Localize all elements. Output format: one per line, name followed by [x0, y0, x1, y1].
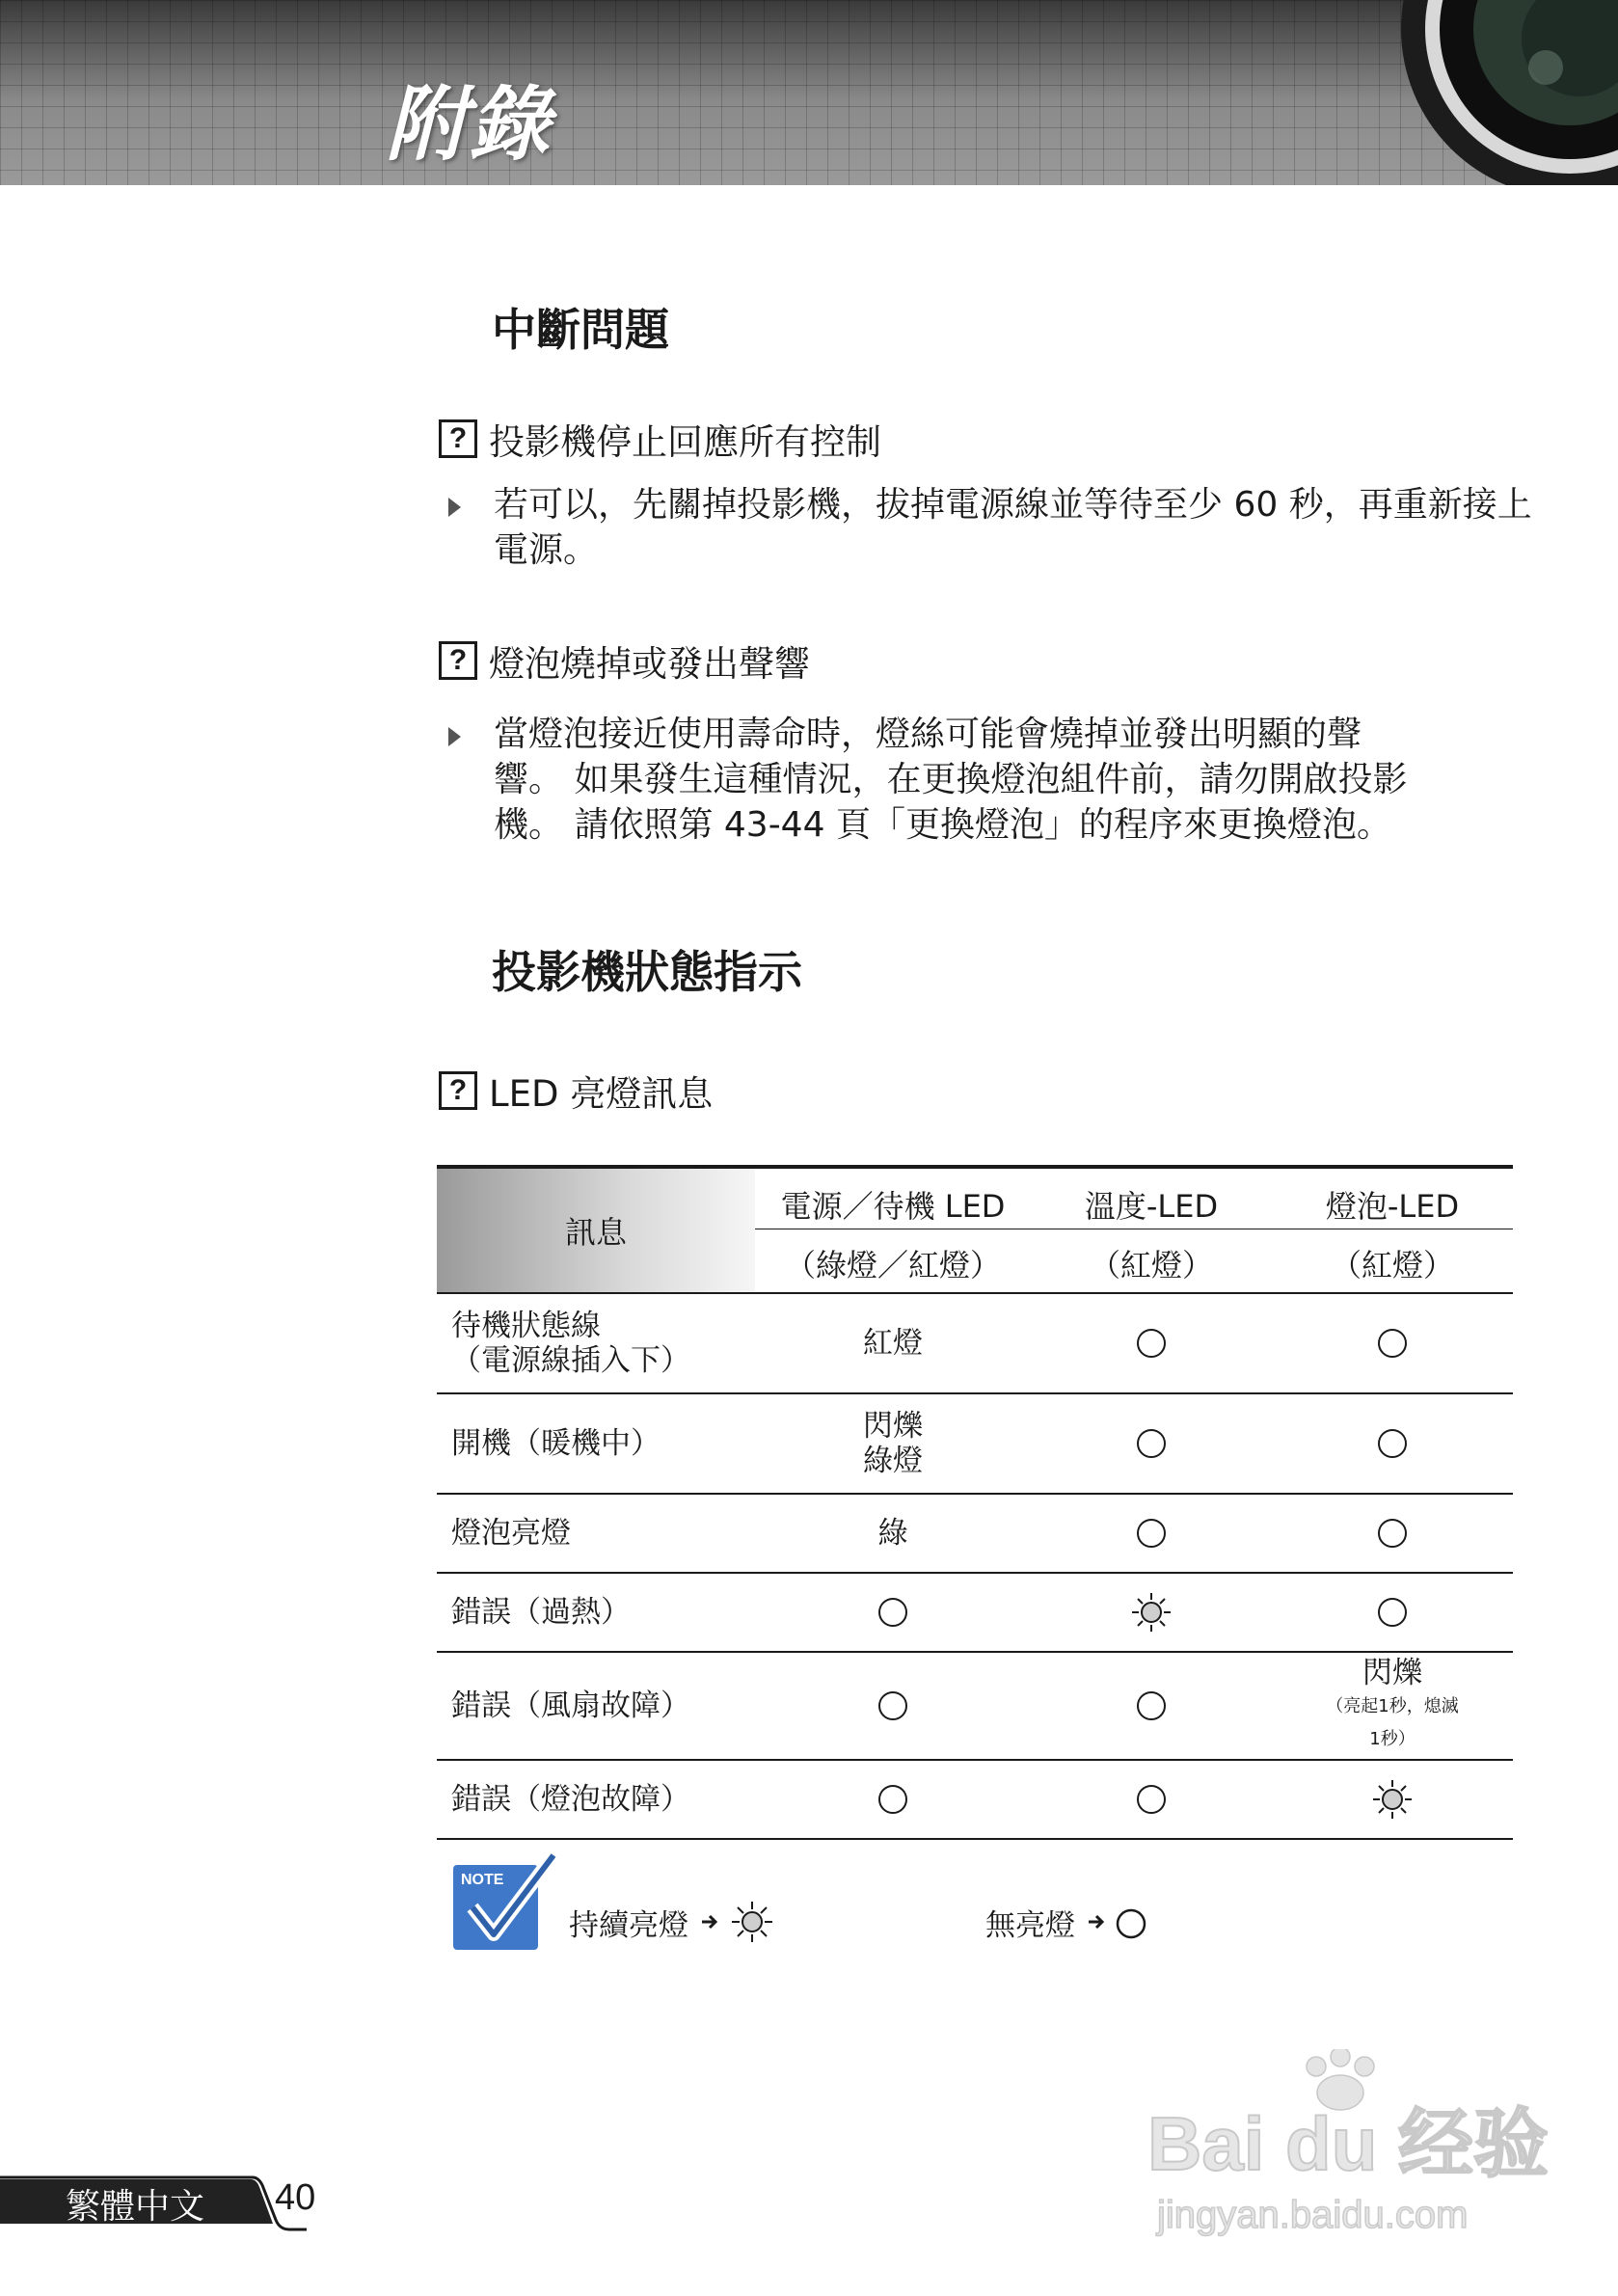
table-row — [437, 1574, 1513, 1653]
power-led-cell — [755, 1574, 1031, 1651]
led-off-icon — [1378, 1329, 1407, 1358]
lamp-led-cell — [1272, 1394, 1513, 1493]
question-icon: ? — [439, 641, 477, 680]
page-number: 40 — [275, 2177, 316, 2218]
row-label: 開機（暖機中） — [451, 1426, 661, 1461]
legend-on-icons — [696, 1898, 783, 1946]
legend-continuous-on — [569, 1898, 783, 1946]
temp-led-cell — [1031, 1574, 1272, 1651]
led-on-icon — [1130, 1591, 1173, 1634]
question-text: 燈泡燒掉或發出聲響 — [489, 643, 810, 685]
question-icon: ? — [439, 1071, 477, 1110]
question-led-messages — [439, 1068, 713, 1113]
header-message-cell: 訊息 — [437, 1169, 755, 1292]
led-off-icon — [1378, 1598, 1407, 1627]
led-off-icon — [1137, 1329, 1166, 1358]
lamp-led-cell — [1272, 1294, 1513, 1392]
led-off-icon — [1378, 1429, 1407, 1458]
row-label: 待機狀態線 （電源線插入下） — [451, 1309, 690, 1378]
power-led-cell — [755, 1653, 1031, 1759]
temp-led-cell — [1031, 1495, 1272, 1572]
answer-projector-unresponsive — [448, 482, 1533, 573]
led-status-table — [437, 1165, 1513, 1840]
led-off-icon — [878, 1691, 907, 1720]
legend-on-label: 持續亮燈 — [569, 1907, 688, 1943]
temp-led-cell — [1031, 1653, 1272, 1759]
row-label: 錯誤（風扇故障） — [451, 1688, 690, 1723]
answer-text: 若可以，先關掉投影機，拔掉電源線並等待至少 60 秒，再重新接上 電源。 — [494, 485, 1532, 570]
arrow-right-icon — [1089, 1916, 1102, 1928]
row-label: 錯誤（過熱） — [451, 1595, 631, 1630]
question-text: LED 亮燈訊息 — [489, 1073, 714, 1115]
header-power-sub: （綠燈／紅燈） — [784, 1247, 1001, 1283]
arrow-right-icon — [702, 1916, 715, 1928]
svg-text:jingyan.baidu.com: jingyan.baidu.com — [1157, 2194, 1469, 2236]
header-lamp-sub: （紅燈） — [1330, 1247, 1454, 1283]
baidu-watermark — [1147, 2049, 1562, 2242]
power-led-cell — [755, 1761, 1031, 1838]
header-lamp-led: 燈泡-LED — [1325, 1188, 1460, 1225]
footer-language: 繁體中文 — [66, 2187, 205, 2227]
temp-led-cell — [1031, 1294, 1272, 1392]
svg-text:Bai du 经验: Bai du 经验 — [1147, 2101, 1550, 2186]
page-title: 附錄 — [386, 77, 553, 172]
section-title-status-indicator: 投影機狀態指示 — [492, 946, 802, 998]
question-lamp-burns-out — [439, 638, 810, 683]
led-on-icon — [1371, 1778, 1414, 1821]
lamp-led-cell — [1272, 1761, 1513, 1838]
bullet-arrow-icon — [448, 727, 461, 746]
projector-lens-image — [1387, 0, 1618, 185]
power-led-cell: 閃爍 綠燈 — [863, 1409, 923, 1478]
led-off-icon — [1137, 1785, 1166, 1814]
svg-text:NOTE: NOTE — [461, 1872, 504, 1888]
led-off-icon — [1137, 1691, 1166, 1720]
table-row — [437, 1394, 1513, 1495]
question-icon: ? — [439, 419, 477, 458]
temp-led-cell — [1031, 1394, 1272, 1493]
table-row — [437, 1653, 1513, 1761]
table-body — [437, 1294, 1513, 1840]
table-row — [437, 1495, 1513, 1574]
bullet-arrow-icon — [448, 498, 461, 517]
led-off-icon — [878, 1785, 907, 1814]
answer-lamp-burns-out — [448, 712, 1533, 848]
led-off-icon — [1137, 1429, 1166, 1458]
lamp-led-cell — [1272, 1574, 1513, 1651]
power-led-cell: 紅燈 — [863, 1326, 923, 1361]
answer-text: 當燈泡接近使用壽命時，燈絲可能會燒掉並發出明顯的聲 響。 如果發生這種情況，在更換燈泡組件前，請勿開啟投影 機。 請依照第 43-44 頁「更換燈泡」的程序來更換燈泡。 — [494, 715, 1408, 845]
row-label: 錯誤（燈泡故障） — [451, 1782, 690, 1817]
led-on-icon — [732, 1902, 772, 1942]
header-temp-led: 溫度-LED — [1084, 1188, 1219, 1225]
question-text: 投影機停止回應所有控制 — [489, 421, 881, 463]
question-projector-unresponsive — [439, 417, 881, 461]
note-icon — [451, 1851, 559, 1959]
table-row — [437, 1294, 1513, 1394]
led-off-icon — [1378, 1519, 1407, 1548]
legend-off-label: 無亮燈 — [985, 1907, 1075, 1943]
lamp-led-cell — [1272, 1495, 1513, 1572]
header-banner — [0, 0, 1618, 185]
table-row — [437, 1761, 1513, 1840]
header-temp-sub: （紅燈） — [1089, 1247, 1213, 1283]
lamp-led-cell: 閃爍 （亮起1秒，熄滅 1秒） — [1326, 1656, 1459, 1749]
legend-off-icons — [1083, 1898, 1160, 1946]
led-off-icon — [878, 1598, 907, 1627]
temp-led-cell — [1031, 1761, 1272, 1838]
section-title-interruptions: 中斷問題 — [492, 304, 669, 356]
led-off-icon — [1118, 1910, 1145, 1937]
table-header — [437, 1165, 1513, 1294]
row-label: 燈泡亮燈 — [451, 1516, 571, 1551]
power-led-cell: 綠 — [877, 1516, 908, 1551]
led-off-icon — [1137, 1519, 1166, 1548]
header-power-led: 電源／待機 LED — [780, 1188, 1006, 1225]
legend-off — [985, 1898, 1160, 1946]
